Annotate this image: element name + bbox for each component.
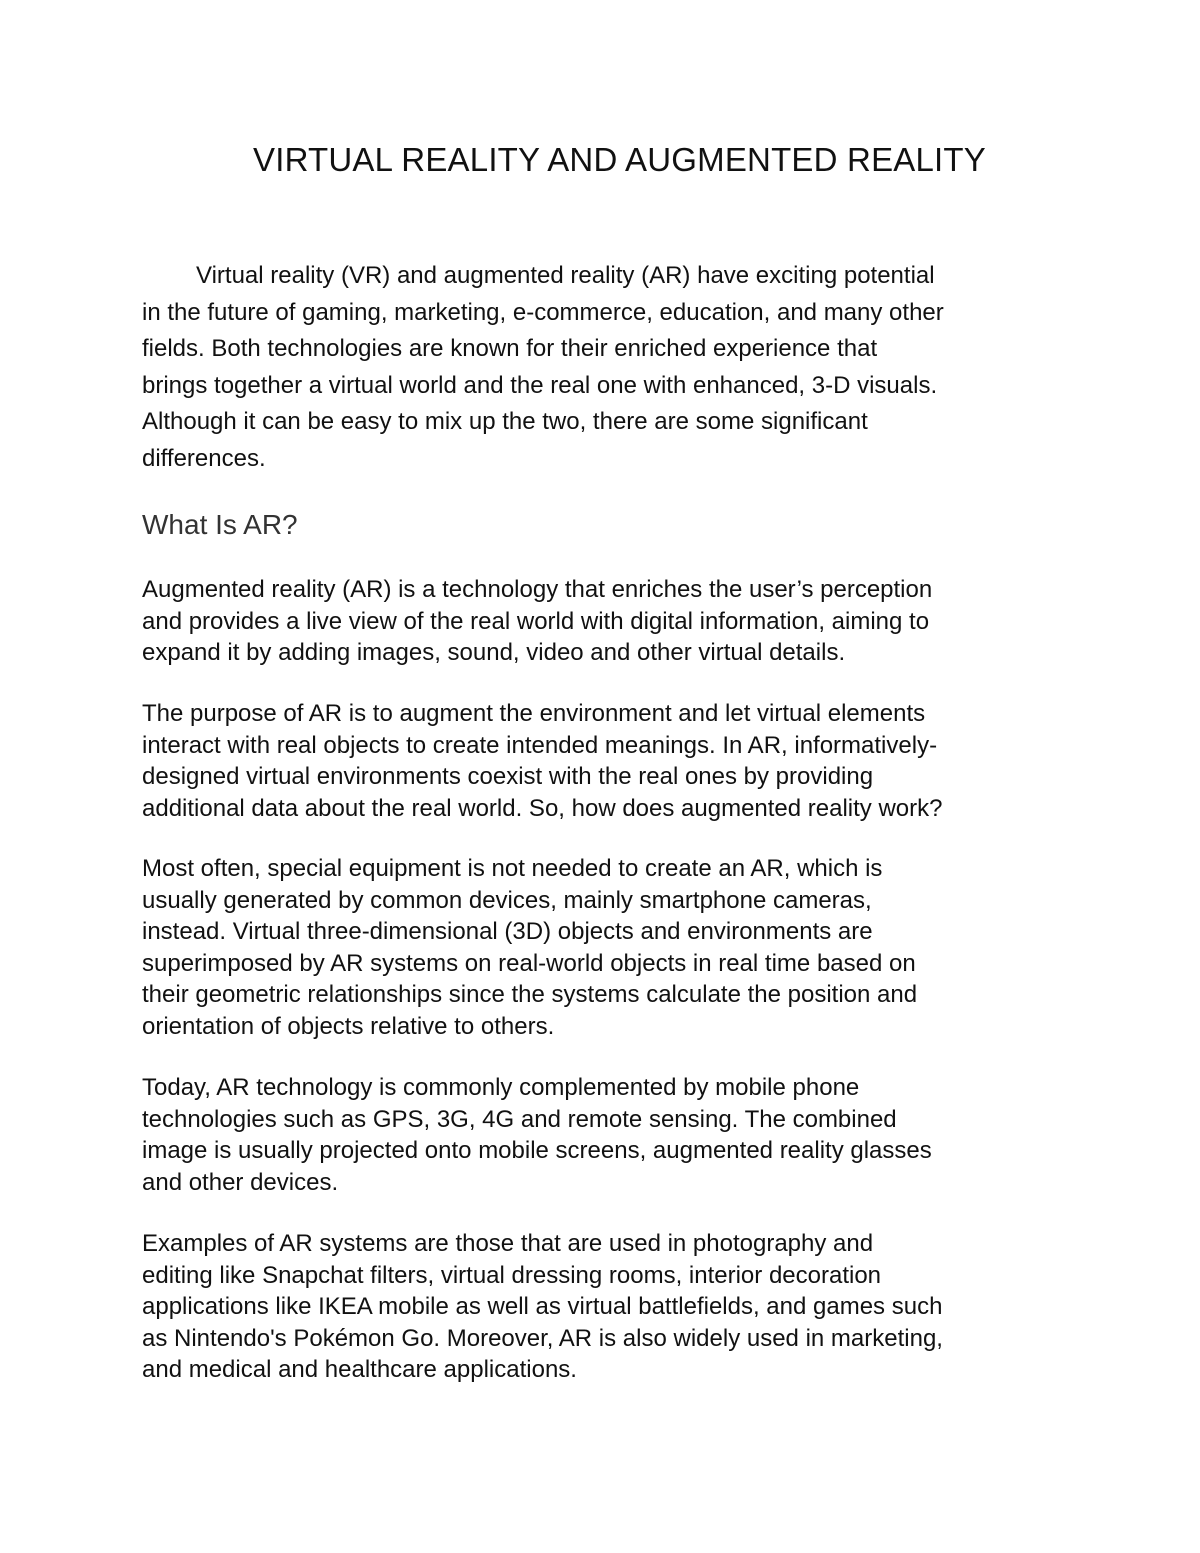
body-paragraph-ar-technologies [142,1072,1082,1198]
intro-line: differences. [142,444,266,472]
paragraph-line: Today, AR technology is commonly complemented by mobile phone [142,1074,860,1101]
paragraph-line: designed virtual environments coexist with the real ones by providing [142,763,874,790]
paragraph-line: Examples of AR systems are those that are used in photography and [142,1230,874,1257]
paragraph-line: applications like IKEA mobile as well as virtual battlefields, and games such [142,1293,943,1320]
intro-line: fields. Both technologies are known for their enriched experience that [142,335,878,362]
paragraph-line: technologies such as GPS, 3G, 4G and remote sensing. The combined [142,1105,897,1133]
paragraph-line: The purpose of AR is to augment the environment and let virtual elements [142,700,926,727]
paragraph-line: expand it by adding images, sound, video and other virtual details. [142,639,846,666]
intro-paragraph [142,258,1082,477]
paragraph-line: editing like Snapchat filters, virtual dressing rooms, interior decoration [142,1261,882,1289]
paragraph-line: usually generated by common devices, mainly smartphone cameras, [142,886,872,914]
body-paragraph-ar-purpose [142,698,1082,824]
paragraph-line: orientation of objects relative to others. [142,1012,555,1040]
body-paragraph-ar-definition [142,574,1082,669]
paragraph-line: and medical and healthcare applications. [142,1356,577,1383]
body-paragraph-ar-equipment [142,853,1082,1042]
paragraph-line: and other devices. [142,1168,339,1196]
paragraph-line: superimposed by AR systems on real-world objects in real time based on [142,949,916,977]
intro-line: Virtual reality (VR) and augmented reality (AR) have exciting potential [196,262,935,289]
section-heading-what-is-ar: What Is AR? [142,509,298,540]
document-title: VIRTUAL REALITY AND AUGMENTED REALITY [253,141,986,178]
intro-line: brings together a virtual world and the real one with enhanced, 3-D visuals. [142,371,938,399]
paragraph-line: Augmented reality (AR) is a technology that enriches the user’s perception [142,576,933,603]
paragraph-line: and provides a live view of the real world with digital information, aiming to [142,607,930,635]
paragraph-line: instead. Virtual three-dimensional (3D) objects and environments are [142,918,873,945]
intro-line: in the future of gaming, marketing, e-commerce, education, and many other [142,298,944,326]
paragraph-line: interact with real objects to create intended meanings. In AR, informatively- [142,731,938,759]
intro-line: Although it can be easy to mix up the two, there are some significant [142,408,868,435]
paragraph-line: their geometric relationships since the systems calculate the position and [142,981,918,1008]
paragraph-line: as Nintendo's Pokémon Go. Moreover, AR is also widely used in marketing, [142,1324,943,1352]
body-paragraph-ar-examples [142,1228,1082,1386]
paragraph-line: additional data about the real world. So, how does augmented reality work? [142,794,943,822]
paragraph-line: Most often, special equipment is not needed to create an AR, which is [142,855,883,882]
paragraph-line: image is usually projected onto mobile screens, augmented reality glasses [142,1137,932,1164]
